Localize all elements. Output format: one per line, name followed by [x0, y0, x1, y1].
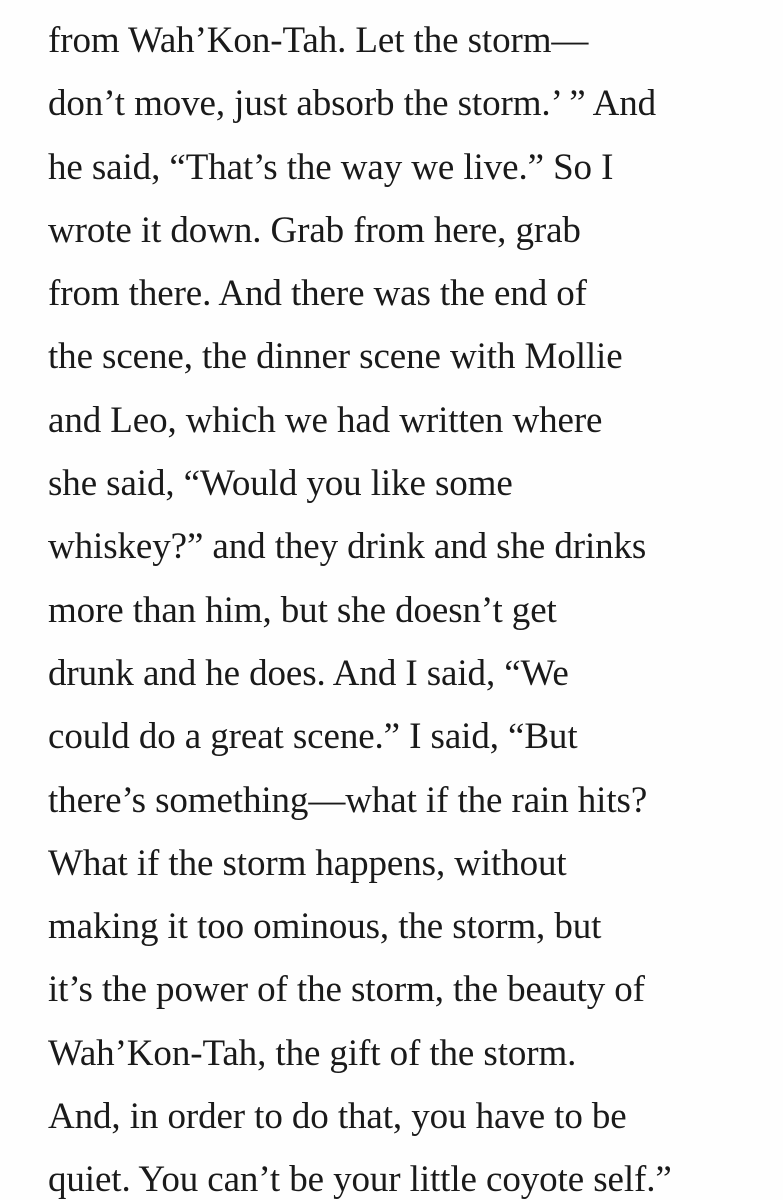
text-line: Wah’Kon-Tah, the gift of the storm.: [48, 1032, 577, 1074]
text-line: don’t move, just absorb the storm.’ ” And: [48, 83, 657, 125]
text-line: wrote it down. Grab from here, grab: [48, 209, 581, 251]
text-line: could do a great scene.” I said, “But: [48, 716, 578, 758]
text-line: from there. And there was the end of: [48, 273, 587, 315]
text-line: What if the storm happens, without: [48, 842, 567, 884]
text-line: from Wah’Kon-Tah. Let the storm—: [48, 20, 589, 61]
text-line: she said, “Would you like some: [48, 463, 513, 505]
text-line: more than him, but she doesn’t get: [48, 589, 557, 631]
text-line: and Leo, which we had written where: [48, 399, 603, 441]
text-line: drunk and he does. And I said, “We: [48, 652, 569, 694]
text-line: the scene, the dinner scene with Mollie: [48, 336, 623, 378]
text-line: there’s something—what if the rain hits?: [48, 779, 648, 821]
text-line: making it too ominous, the storm, but: [48, 906, 602, 948]
text-line: it’s the power of the storm, the beauty of: [48, 969, 645, 1011]
text-line: And, in order to do that, you have to be: [48, 1096, 627, 1138]
body-text: [48, 9, 783, 1200]
text-line: he said, “That’s the way we live.” So I: [48, 146, 614, 188]
text-line: whiskey?” and they drink and she drinks: [48, 526, 647, 568]
text-line: quiet. You can’t be your little coyote self.”: [48, 1159, 672, 1200]
